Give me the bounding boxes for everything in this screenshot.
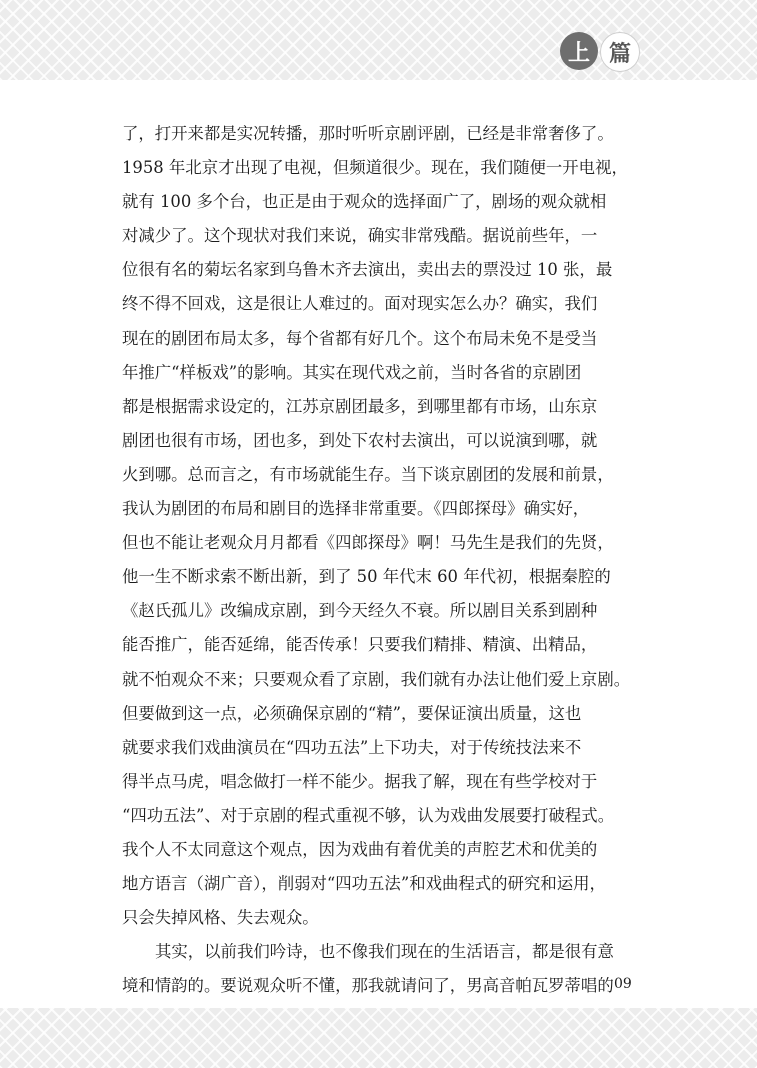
text-line: 但要做到这一点，必须确保京剧的“精”，要保证演出质量，这也 — [122, 703, 582, 723]
text-line: 剧团也很有市场，团也多，到处下农村去演出，可以说演到哪，就 — [122, 430, 598, 450]
text-line: 就有 100 多个台，也正是由于观众的选择面广了，剧场的观众就相 — [122, 192, 607, 212]
paragraph-first-line: 其实，以前我们吟诗，也不像我们现在的生活语言，都是很有意 — [155, 942, 614, 962]
text-line: 《赵氏孤儿》改编成京剧，到今天经久不衰。所以剧目关系到剧种 — [122, 601, 598, 621]
text-line: 能否推广，能否延绵，能否传承！只要我们精排、精演、出精品， — [122, 635, 598, 655]
text-line: 位很有名的菊坛名家到乌鲁木齐去演出，卖出去的票没过 10 张，最 — [122, 260, 613, 280]
text-line: “四功五法”、对于京剧的程式重视不够，认为戏曲发展要打破程式。 — [122, 805, 615, 825]
text-line: 得半点马虎，唱念做打一样不能少。据我了解，现在有些学校对于 — [122, 771, 598, 791]
text-line: 地方语言（湖广音），削弱对“四功五法”和戏曲程式的研究和运用， — [122, 874, 606, 894]
text-line: 我认为剧团的布局和剧目的选择非常重要。《四郎探母》确实好， — [122, 499, 590, 519]
text-line: 对减少了。这个现状对我们来说，确实非常残酷。据说前些年，一 — [122, 226, 598, 246]
header-pattern-band — [0, 0, 757, 80]
body-text — [122, 117, 642, 1003]
text-line: 他一生不断求索不断出新，到了 50 年代末 60 年代初，根据秦腔的 — [122, 567, 611, 587]
page-number: 09 — [614, 976, 632, 992]
section-badge-pian: 篇 — [600, 32, 640, 72]
text-line: 年推广“样板戏”的影响。其实在现代戏之前，当时各省的京剧团 — [122, 362, 582, 382]
text-line: 就要求我们戏曲演员在“四功五法”上下功夫，对于传统技法来不 — [122, 737, 582, 757]
footer-pattern-band — [0, 1008, 757, 1068]
text-line: 但也不能让老观众月月都看《四郎探母》啊！马先生是我们的先贤， — [122, 533, 614, 553]
text-line: 都是根据需求设定的，江苏京剧团最多，到哪里都有市场，山东京 — [122, 396, 598, 416]
text-line: 1958 年北京才出现了电视，但频道很少。现在，我们随便一开电视， — [122, 158, 628, 178]
text-line: 了，打开来都是实况转播，那时听听京剧评剧，已经是非常奢侈了。 — [122, 124, 614, 143]
text-line: 现在的剧团布局太多，每个省都有好几个。这个布局未免不是受当 — [122, 328, 598, 348]
text-line: 火到哪。总而言之，有市场就能生存。当下谈京剧团的发展和前景， — [122, 464, 614, 484]
section-badge-shang: 上 — [560, 32, 598, 70]
text-line: 就不怕观众不来；只要观众看了京剧，我们就有办法让他们爱上京剧。 — [122, 669, 631, 689]
text-line: 我个人不太同意这个观点，因为戏曲有着优美的声腔艺术和优美的 — [122, 839, 598, 859]
text-line: 境和情韵的。要说观众听不懂，那我就请问了，男高音帕瓦罗蒂唱的 — [122, 976, 614, 996]
text-line: 终不得不回戏，这是很让人难过的。面对现实怎么办？确实，我们 — [122, 294, 598, 314]
text-line: 只会失掉风格、失去观众。 — [122, 908, 319, 928]
